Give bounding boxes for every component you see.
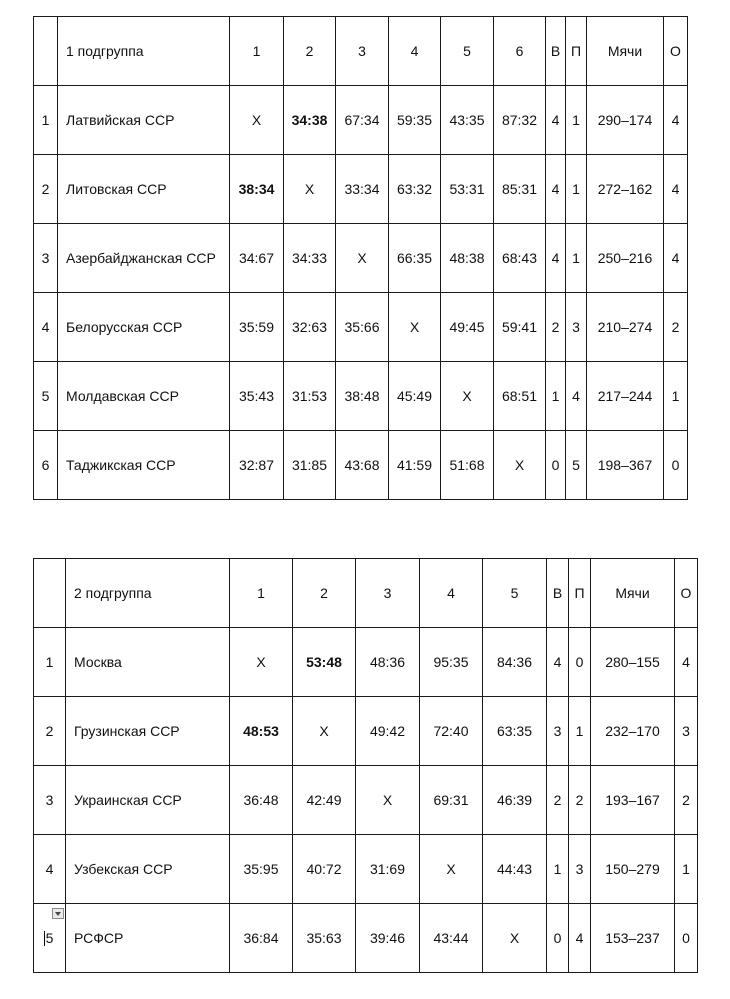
match-score: 36:48	[230, 766, 293, 835]
match-score: 53:48	[293, 628, 356, 697]
match-score: 49:42	[356, 697, 420, 766]
points: 1	[675, 835, 698, 904]
match-score: 72:40	[420, 697, 483, 766]
self-match-cell: Х	[284, 155, 336, 224]
match-score: 39:46	[356, 904, 420, 973]
match-score: 67:34	[336, 86, 389, 155]
match-score: 44:43	[483, 835, 547, 904]
subgroup-1-table	[33, 16, 688, 500]
row-number	[34, 904, 66, 973]
row-number: 2	[34, 155, 58, 224]
row-number: 6	[34, 431, 58, 500]
table-row	[34, 766, 698, 835]
balls-total: 193–167	[591, 766, 675, 835]
match-score: 35:66	[336, 293, 389, 362]
header-row	[34, 17, 688, 86]
team-name: РСФСР	[66, 904, 230, 973]
match-score: 36:84	[230, 904, 293, 973]
column-header: 2	[284, 17, 336, 86]
match-score: 35:95	[230, 835, 293, 904]
team-name: Латвийская ССР	[58, 86, 230, 155]
points: 0	[675, 904, 698, 973]
match-score: 63:32	[389, 155, 441, 224]
team-name: Белорусская ССР	[58, 293, 230, 362]
team-name: Молдавская ССР	[58, 362, 230, 431]
column-header: О	[675, 559, 698, 628]
losses-count: 4	[569, 904, 591, 973]
match-score: 69:31	[420, 766, 483, 835]
column-header: 4	[389, 17, 441, 86]
match-score: 32:87	[230, 431, 284, 500]
self-match-cell: Х	[230, 86, 284, 155]
row-number: 5	[34, 362, 58, 431]
team-name: Украинская ССР	[66, 766, 230, 835]
match-score: 48:53	[230, 697, 293, 766]
losses-count: 2	[569, 766, 591, 835]
points: 2	[664, 293, 688, 362]
match-score: 48:36	[356, 628, 420, 697]
row-number: 1	[34, 628, 66, 697]
row-number-text: 5	[45, 929, 54, 946]
row-number: 1	[34, 86, 58, 155]
table-row	[34, 835, 698, 904]
match-score: 51:68	[441, 431, 494, 500]
match-score: 43:44	[420, 904, 483, 973]
match-score: 42:49	[293, 766, 356, 835]
wins-count: 4	[546, 155, 566, 224]
losses-count: 1	[566, 155, 587, 224]
balls-total: 198–367	[587, 431, 664, 500]
match-score: 66:35	[389, 224, 441, 293]
subgroup-2-table	[33, 558, 698, 973]
wins-count: 1	[547, 835, 569, 904]
table-row	[34, 293, 688, 362]
subgroup-title: 2 подгруппа	[66, 559, 230, 628]
table-row	[34, 224, 688, 293]
balls-total: 250–216	[587, 224, 664, 293]
match-score: 59:41	[494, 293, 546, 362]
match-score: 45:49	[389, 362, 441, 431]
balls-total: 290–174	[587, 86, 664, 155]
column-header: 6	[494, 17, 546, 86]
balls-total: 272–162	[587, 155, 664, 224]
match-score: 46:39	[483, 766, 547, 835]
points: 4	[664, 224, 688, 293]
balls-total: 232–170	[591, 697, 675, 766]
team-name: Грузинская ССР	[66, 697, 230, 766]
points: 4	[664, 155, 688, 224]
match-score: 34:67	[230, 224, 284, 293]
match-score: 32:63	[284, 293, 336, 362]
team-name: Азербайджанская ССР	[58, 224, 230, 293]
column-header: 5	[441, 17, 494, 86]
match-score: 63:35	[483, 697, 547, 766]
match-score: 34:33	[284, 224, 336, 293]
match-score: 43:35	[441, 86, 494, 155]
self-match-cell: Х	[494, 431, 546, 500]
header-row	[34, 559, 698, 628]
column-header: П	[566, 17, 587, 86]
wins-count: 1	[546, 362, 566, 431]
losses-count: 1	[569, 697, 591, 766]
match-score: 31:69	[356, 835, 420, 904]
text-caret	[44, 931, 45, 946]
column-header: 2	[293, 559, 356, 628]
column-header: 4	[420, 559, 483, 628]
column-header: 5	[483, 559, 547, 628]
row-number: 4	[34, 293, 58, 362]
table-row	[34, 904, 698, 973]
wins-count: 4	[546, 224, 566, 293]
losses-count: 4	[566, 362, 587, 431]
match-score: 40:72	[293, 835, 356, 904]
column-header: 1	[230, 559, 293, 628]
row-number: 2	[34, 697, 66, 766]
self-match-cell: Х	[441, 362, 494, 431]
match-score: 41:59	[389, 431, 441, 500]
losses-count: 3	[566, 293, 587, 362]
match-score: 84:36	[483, 628, 547, 697]
match-score: 34:38	[284, 86, 336, 155]
match-score: 85:31	[494, 155, 546, 224]
match-score: 43:68	[336, 431, 389, 500]
losses-count: 0	[569, 628, 591, 697]
column-header: В	[546, 17, 566, 86]
table-row	[34, 155, 688, 224]
table-row	[34, 697, 698, 766]
self-match-cell: Х	[356, 766, 420, 835]
balls-total: 210–274	[587, 293, 664, 362]
table-row	[34, 86, 688, 155]
points: 3	[675, 697, 698, 766]
self-match-cell: Х	[230, 628, 293, 697]
points: 0	[664, 431, 688, 500]
team-name: Литовская ССР	[58, 155, 230, 224]
table-row	[34, 362, 688, 431]
match-score: 49:45	[441, 293, 494, 362]
match-score: 68:43	[494, 224, 546, 293]
column-header: 1	[230, 17, 284, 86]
column-header: Мячи	[587, 17, 664, 86]
losses-count: 1	[566, 224, 587, 293]
self-match-cell: Х	[293, 697, 356, 766]
table-row	[34, 628, 698, 697]
match-score: 38:34	[230, 155, 284, 224]
balls-total: 153–237	[591, 904, 675, 973]
losses-count: 1	[566, 86, 587, 155]
balls-total: 217–244	[587, 362, 664, 431]
team-name: Москва	[66, 628, 230, 697]
points: 2	[675, 766, 698, 835]
header-number-cell	[34, 17, 58, 86]
match-score: 87:32	[494, 86, 546, 155]
column-header: О	[664, 17, 688, 86]
match-score: 35:63	[293, 904, 356, 973]
match-score: 38:48	[336, 362, 389, 431]
match-score: 35:59	[230, 293, 284, 362]
match-score: 53:31	[441, 155, 494, 224]
self-match-cell: Х	[336, 224, 389, 293]
column-header: Мячи	[591, 559, 675, 628]
column-header: 3	[336, 17, 389, 86]
table-row	[34, 431, 688, 500]
wins-count: 4	[547, 628, 569, 697]
row-number: 3	[34, 224, 58, 293]
wins-count: 0	[547, 904, 569, 973]
header-number-cell	[34, 559, 66, 628]
match-score: 95:35	[420, 628, 483, 697]
subgroup-title: 1 подгруппа	[58, 17, 230, 86]
team-name: Таджикская ССР	[58, 431, 230, 500]
wins-count: 4	[546, 86, 566, 155]
chevron-down-icon[interactable]	[52, 908, 64, 919]
column-header: П	[569, 559, 591, 628]
column-header: 3	[356, 559, 420, 628]
balls-total: 150–279	[591, 835, 675, 904]
balls-total: 280–155	[591, 628, 675, 697]
wins-count: 2	[547, 766, 569, 835]
match-score: 48:38	[441, 224, 494, 293]
points: 1	[664, 362, 688, 431]
losses-count: 3	[569, 835, 591, 904]
row-number: 4	[34, 835, 66, 904]
match-score: 59:35	[389, 86, 441, 155]
column-header: В	[547, 559, 569, 628]
match-score: 33:34	[336, 155, 389, 224]
match-score: 31:85	[284, 431, 336, 500]
match-score: 68:51	[494, 362, 546, 431]
match-score: 35:43	[230, 362, 284, 431]
wins-count: 2	[546, 293, 566, 362]
self-match-cell: Х	[483, 904, 547, 973]
row-number: 3	[34, 766, 66, 835]
self-match-cell: Х	[420, 835, 483, 904]
points: 4	[675, 628, 698, 697]
wins-count: 0	[546, 431, 566, 500]
team-name: Узбекская ССР	[66, 835, 230, 904]
self-match-cell: Х	[389, 293, 441, 362]
wins-count: 3	[547, 697, 569, 766]
losses-count: 5	[566, 431, 587, 500]
match-score: 31:53	[284, 362, 336, 431]
points: 4	[664, 86, 688, 155]
